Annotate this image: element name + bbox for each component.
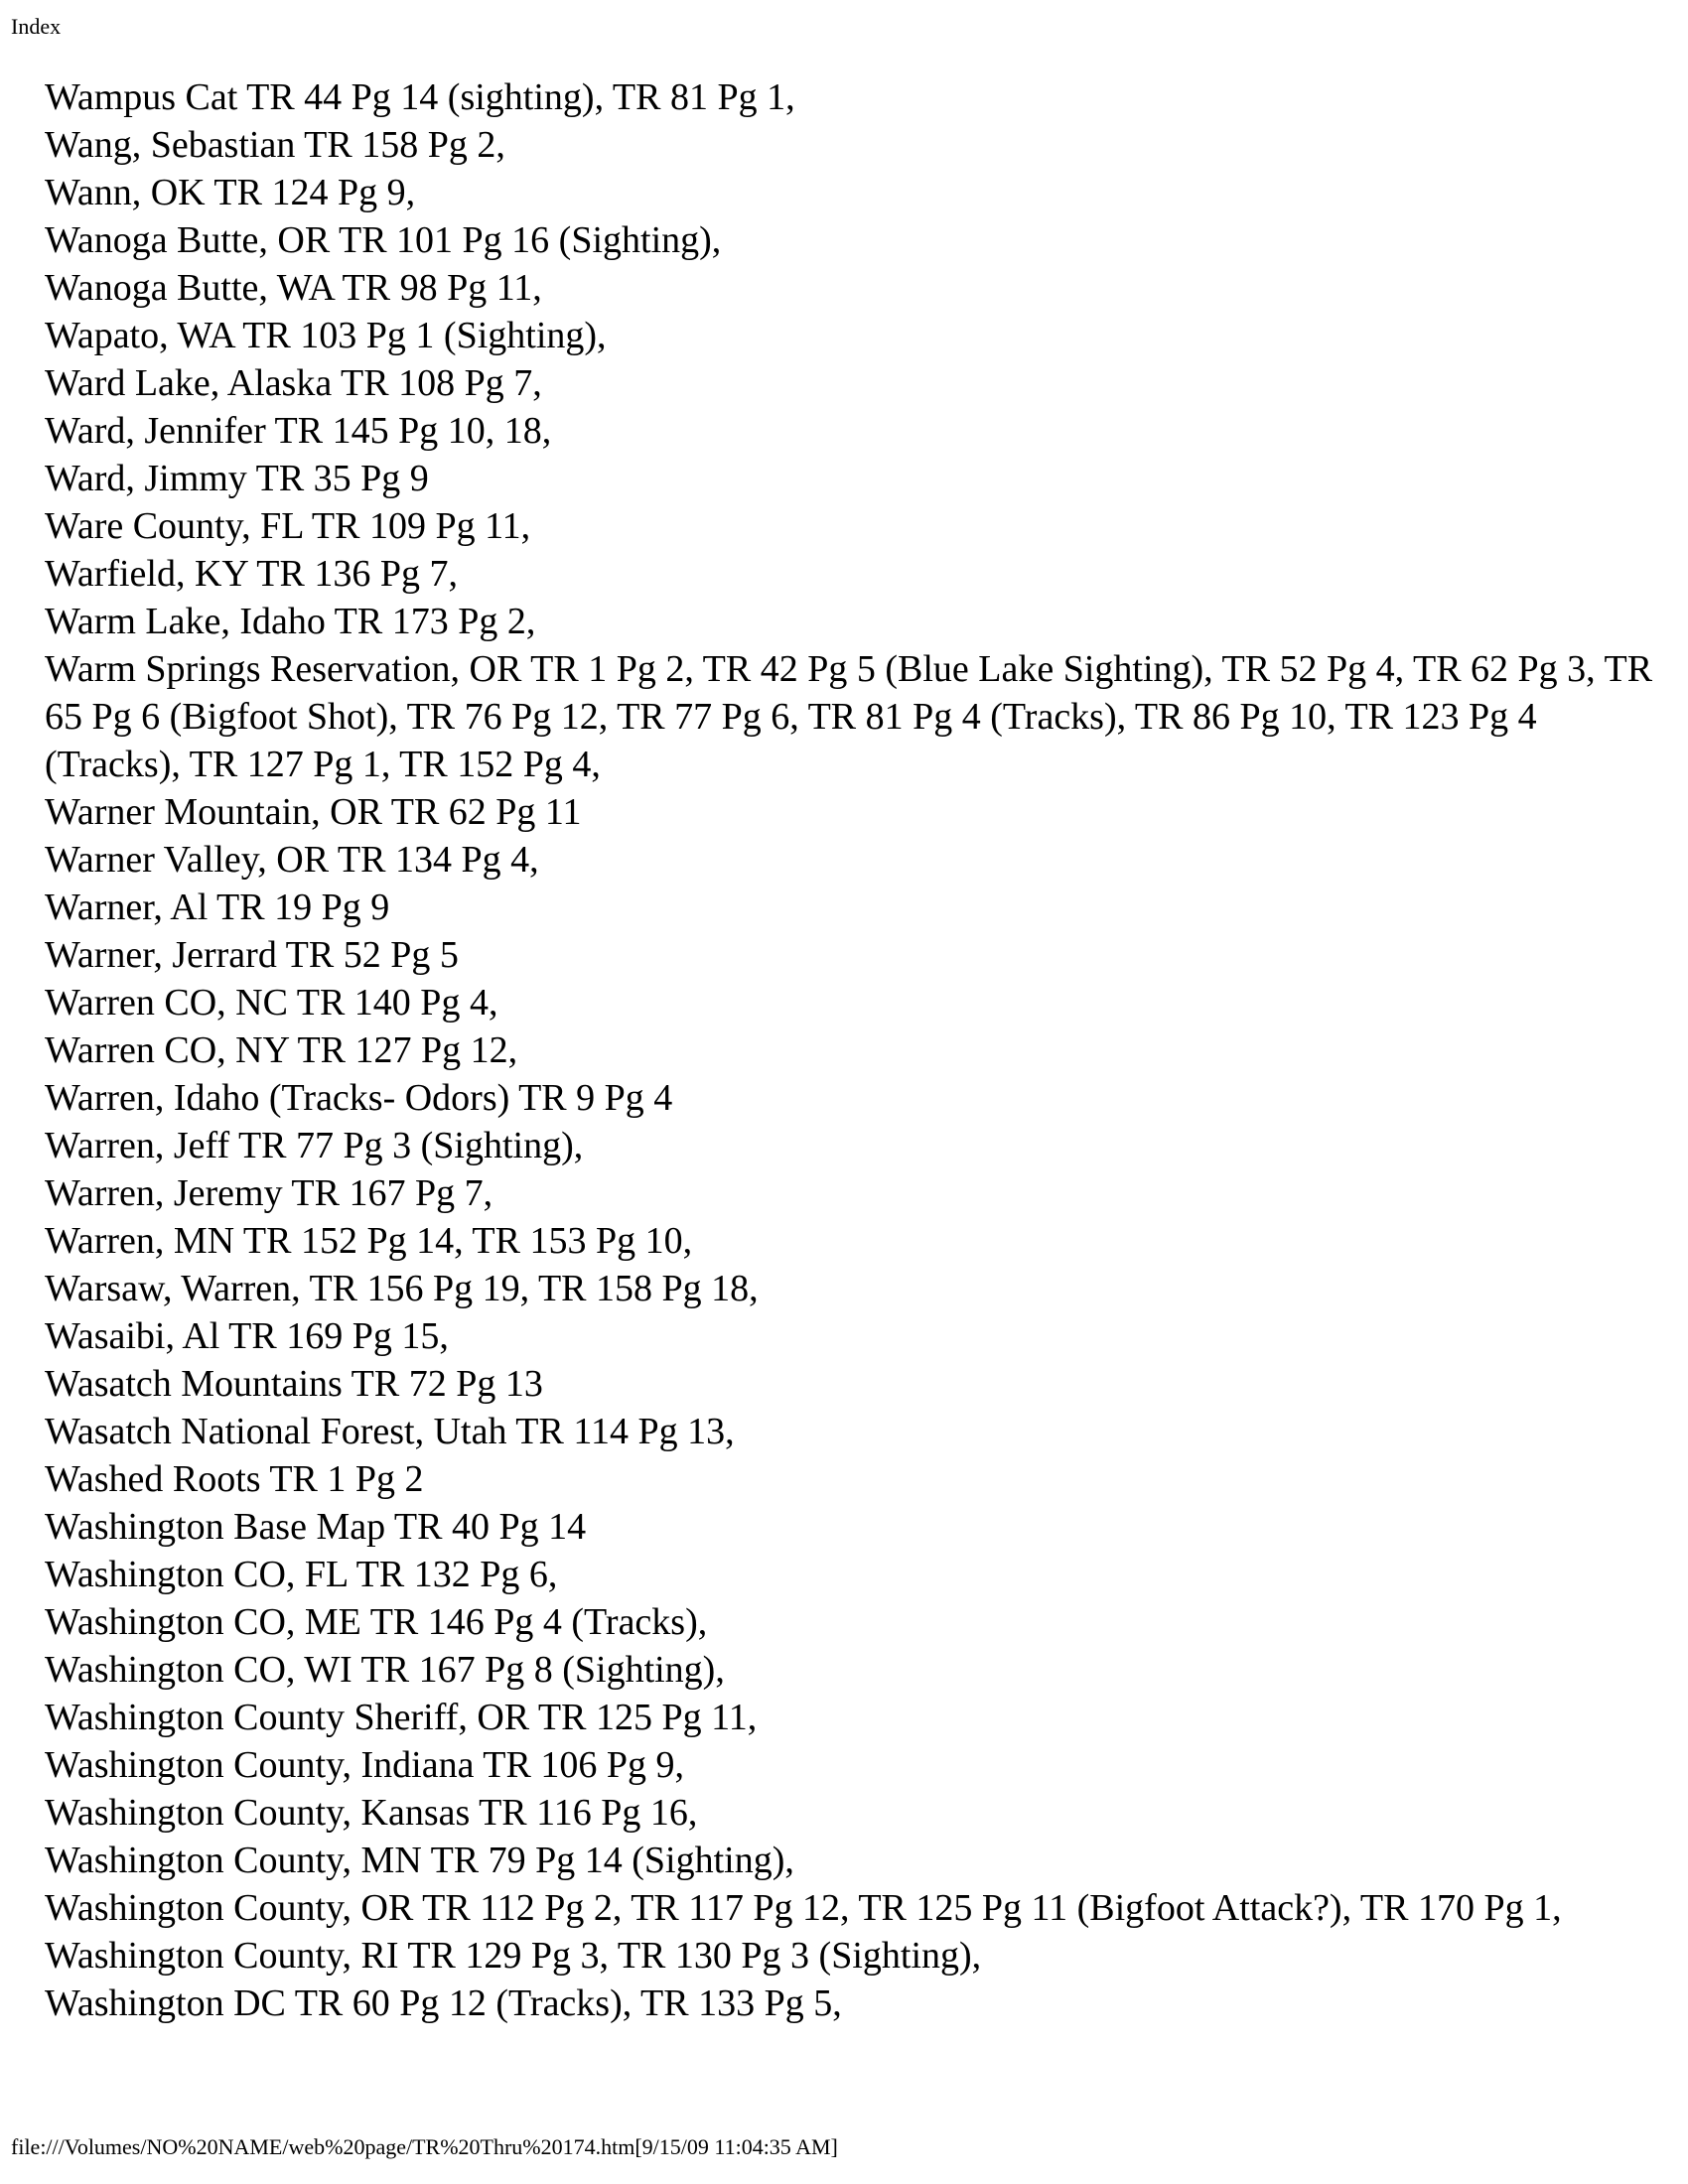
index-entry: Warner, Jerrard TR 52 Pg 5 xyxy=(45,934,459,976)
index-entry: Warner, Al TR 19 Pg 9 xyxy=(45,887,390,928)
index-entry: Ward, Jimmy TR 35 Pg 9 xyxy=(45,458,429,499)
index-entry: Ware County, FL TR 109 Pg 11, xyxy=(45,505,531,547)
index-entry: Washington CO, WI TR 167 Pg 8 (Sighting), xyxy=(45,1649,725,1691)
index-entry: Warner Mountain, OR TR 62 Pg 11 xyxy=(45,791,582,833)
index-entry: Wasaibi, Al TR 169 Pg 15, xyxy=(45,1315,449,1357)
index-entry: Warren, MN TR 152 Pg 14, TR 153 Pg 10, xyxy=(45,1220,693,1262)
index-entry: Wasatch Mountains TR 72 Pg 13 xyxy=(45,1363,543,1405)
index-entry-list xyxy=(45,73,1653,2027)
page-footer-url: file:///Volumes/NO%20NAME/web%20page/TR%20Thru%20174.htm[9/15/09 11:04:35 AM] xyxy=(11,2134,838,2159)
index-entry: Washington CO, ME TR 146 Pg 4 (Tracks), xyxy=(45,1601,708,1643)
index-entry: Washington Base Map TR 40 Pg 14 xyxy=(45,1506,587,1548)
index-entry: Washed Roots TR 1 Pg 2 xyxy=(45,1458,424,1500)
index-entry: Warren CO, NC TR 140 Pg 4, xyxy=(45,982,498,1024)
index-entry: Washington County Sheriff, OR TR 125 Pg 11, xyxy=(45,1697,758,1738)
index-entry: Warner Valley, OR TR 134 Pg 4, xyxy=(45,839,539,881)
index-entry: Wasatch National Forest, Utah TR 114 Pg 13, xyxy=(45,1411,735,1452)
index-entry: Washington County, MN TR 79 Pg 14 (Sighting), xyxy=(45,1840,794,1881)
index-entry: Wanoga Butte, OR TR 101 Pg 16 (Sighting), xyxy=(45,219,722,261)
index-entry: Washington County, Indiana TR 106 Pg 9, xyxy=(45,1744,684,1786)
index-entry: Wampus Cat TR 44 Pg 14 (sighting), TR 81 Pg 1, xyxy=(45,76,795,118)
index-entry: Wann, OK TR 124 Pg 9, xyxy=(45,172,416,213)
index-entry: Warsaw, Warren, TR 156 Pg 19, TR 158 Pg 18, xyxy=(45,1268,759,1309)
index-entry: Washington County, RI TR 129 Pg 3, TR 130 Pg 3 (Sighting), xyxy=(45,1935,982,1977)
index-entry: Wang, Sebastian TR 158 Pg 2, xyxy=(45,124,505,166)
index-entry: Warren, Idaho (Tracks- Odors) TR 9 Pg 4 xyxy=(45,1077,673,1119)
index-entry: Ward, Jennifer TR 145 Pg 10, 18, xyxy=(45,410,552,452)
page-header: Index xyxy=(11,14,62,39)
index-entry: Wapato, WA TR 103 Pg 1 (Sighting), xyxy=(45,315,607,356)
index-entry: Washington CO, FL TR 132 Pg 6, xyxy=(45,1554,558,1595)
index-entry: Warren, Jeremy TR 167 Pg 7, xyxy=(45,1172,493,1214)
index-entry: Warfield, KY TR 136 Pg 7, xyxy=(45,553,458,595)
index-entry: Washington County, OR TR 112 Pg 2, TR 117 Pg 12, TR 125 Pg 11 (Bigfoot Attack?), TR 170 Pg 1, xyxy=(45,1887,1562,1929)
index-entry: Warren, Jeff TR 77 Pg 3 (Sighting), xyxy=(45,1125,584,1166)
index-entry: Wanoga Butte, WA TR 98 Pg 11, xyxy=(45,267,542,309)
index-entry: Washington County, Kansas TR 116 Pg 16, xyxy=(45,1792,698,1834)
index-entry: Washington DC TR 60 Pg 12 (Tracks), TR 133 Pg 5, xyxy=(45,1982,842,2024)
index-entry: Warm Lake, Idaho TR 173 Pg 2, xyxy=(45,601,536,642)
index-entry: Warren CO, NY TR 127 Pg 12, xyxy=(45,1029,518,1071)
index-entry: Warm Springs Reservation, OR TR 1 Pg 2, TR 42 Pg 5 (Blue Lake Sighting), TR 52 Pg 4, TR 62 Pg 3, TR 65 Pg 6 (Bigfoot Shot), TR 76 Pg 12, TR 77 Pg 6, TR 81 Pg 4 (Tracks), TR 86 Pg 10, TR 123 Pg 4 (Tracks), TR 127 Pg 1, TR 152 Pg 4, xyxy=(45,648,1653,785)
index-entry: Ward Lake, Alaska TR 108 Pg 7, xyxy=(45,362,542,404)
